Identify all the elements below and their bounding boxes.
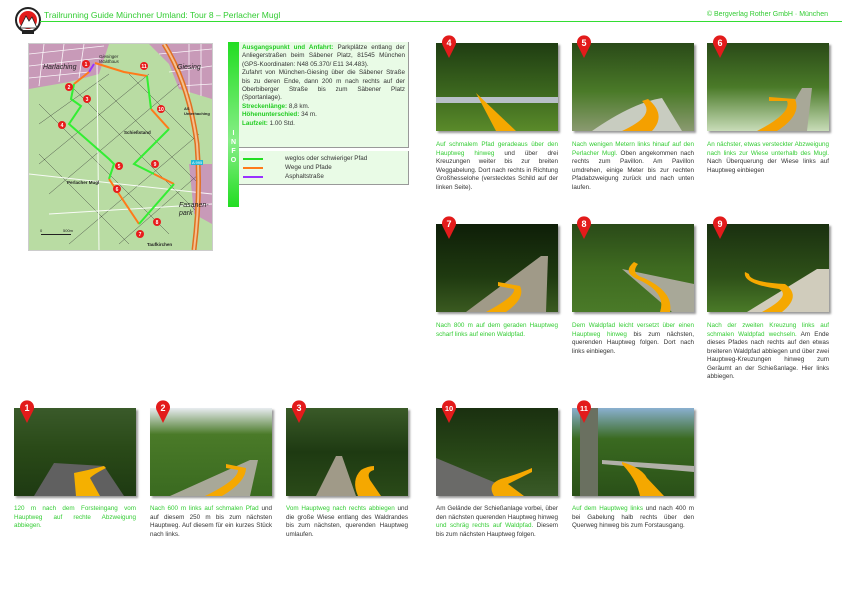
legend-item-paths: [243, 163, 332, 172]
caption-step-11: Auf dem Hauptweg links und nach 400 m bei Gabelung halb rechts über den Querweg hinweg bis zum Forstausgang.: [572, 505, 694, 529]
caption-step-5: Nach wenigen Metern links hinauf auf den Perlacher Mugl. Oben angekommen nach rechts zum Pavillon. Am Pavillon umdrehen, einige Meter bis zur rechten Pfadabzweigung zurück und nach unten laufen.: [572, 141, 694, 191]
svg-text:9: 9: [153, 162, 157, 168]
svg-text:11: 11: [580, 404, 588, 413]
legend-item-trail: [243, 154, 367, 163]
copyright: © Bergverlag Rother GmbH · München: [706, 11, 828, 18]
svg-text:3: 3: [296, 403, 302, 413]
waypoint-marker-7-icon: [440, 215, 458, 239]
info-letter-f: F: [231, 148, 236, 155]
svg-text:8: 8: [581, 219, 587, 229]
map-legend: [239, 151, 409, 185]
laufzeit-value: 1.00 Std.: [269, 119, 295, 127]
svg-text:4: 4: [60, 123, 64, 129]
caption-step-4: Auf schmalem Pfad geradeaus über den Hauptweg hinweg und über drei Kreuzungen weiter bis zur breiten Weggabelung. Dort nach rechts in Richtung Großhesselohe (verstecktes Schild auf der linken Seite).: [436, 141, 558, 191]
svg-text:2: 2: [160, 403, 166, 413]
map-scale-500: 500m: [63, 228, 74, 233]
caption-step-9: Nach der zweiten Kreuzung links auf schmalen Waldpfad wechseln. Am Ende dieses Pfades nach rechts auf den etwas breiteren Waldpfad abbiegen und über zwei Hauptweg-Kreuzungen hinweg zum Geräumt an der Schießanlage. Hier links abbiegen.: [707, 322, 829, 380]
caption-step-8: Dem Waldpfad leicht versetzt über einen Hauptweg hinweg bis zum nächsten, querenden Hauptweg folgen. Dort nach links einbiegen.: [572, 322, 694, 355]
legend-label: Wege und Pfade: [285, 164, 332, 171]
map-label-a995: A 995: [192, 160, 203, 165]
legend-label: weglos oder schwieriger Pfad: [285, 155, 368, 162]
svg-text:11: 11: [141, 64, 147, 70]
map-label-giesing: Giesing: [177, 64, 201, 71]
ausgangspunkt-text: Parkplätze entlang der Anliegerstraßen beim Säbener Platz, 81545 München (GPS-Koordinaten: N48 05.370/ E11 34.483).: [242, 44, 406, 68]
route-map: [28, 43, 213, 251]
svg-text:9: 9: [717, 219, 723, 229]
waypoint-marker-9-icon: [711, 215, 729, 239]
map-label-harlaching: Harlaching: [43, 64, 77, 71]
header-divider: [40, 21, 842, 22]
legend-item-asphalt: [243, 172, 324, 181]
streckenlaenge-value: 8,8 km.: [288, 102, 310, 110]
svg-text:5: 5: [117, 164, 121, 170]
info-letter-n: N: [230, 139, 237, 146]
map-scale-bar: [41, 234, 71, 235]
info-letter-o: O: [230, 157, 237, 164]
streckenlaenge-label: Streckenlänge:: [242, 102, 288, 110]
svg-text:6: 6: [717, 38, 723, 48]
ausgangspunkt-label: Ausgangspunkt und Anfahrt:: [242, 44, 334, 51]
map-label-as-unterhaching: AS Unterhaching: [184, 106, 210, 116]
svg-text:3: 3: [85, 97, 89, 103]
caption-step-2: Nach 600 m links auf schmalen Pfad und auf diesem 250 m bis zum nächsten Hauptweg. Auf diesem für ein kurzes Stück nach links.: [150, 505, 273, 538]
caption-step-1: 120 m nach dem Forsteingang vom Hauptweg auf rechte Abzweigung abbiegen.: [14, 505, 136, 529]
map-scale-0: 0: [40, 228, 43, 233]
publisher-logo-icon: [14, 6, 42, 36]
map-label-perlacher-mugl: Perlacher Mugl: [67, 180, 100, 185]
waypoint-marker-11-icon: [575, 399, 593, 423]
hoehenunterschied-label: Höhenunterschied:: [242, 111, 300, 119]
waypoint-marker-1-icon: [18, 399, 36, 423]
caption-step-6: An nächster, etwas versteckter Abzweigung nach links zur Wiese unterhalb des Mugl. Nach Überquerung der Wiese links auf Hauptweg einbiegen: [707, 141, 829, 174]
svg-text:7: 7: [446, 219, 452, 229]
page-title: Trailrunning Guide Münchner Umland: Tour 8 – Perlacher Mugl: [44, 10, 281, 20]
waypoint-marker-8-icon: [575, 215, 593, 239]
caption-step-7: Nach 800 m auf dem geraden Hauptweg scharf links auf einen Waldpfad.: [436, 322, 558, 338]
svg-text:1: 1: [24, 403, 30, 413]
map-label-giesinger-waldhaus: Giesinger Waldhaus: [99, 54, 119, 64]
svg-text:10: 10: [158, 107, 164, 113]
svg-text:10: 10: [444, 404, 454, 413]
legend-line-orange: [243, 167, 263, 169]
legend-line-green: [243, 158, 263, 160]
map-label-fasanenpark: Fasanen-park: [179, 202, 209, 217]
svg-text:2: 2: [67, 85, 71, 91]
svg-text:8: 8: [155, 220, 159, 226]
waypoint-marker-10-icon: [440, 399, 458, 423]
svg-text:1: 1: [84, 62, 88, 68]
svg-text:5: 5: [581, 38, 587, 48]
caption-step-10: Am Gelände der Schießanlage vorbei, über den nächsten querenden Hauptweg hinweg und schräg rechts auf Waldpfad. Diesem bis zum nächsten Hauptweg folgen.: [436, 505, 558, 538]
laufzeit-label: Laufzeit:: [242, 119, 268, 127]
map-label-taufkirchen: Taufkirchen: [147, 242, 173, 247]
map-label-schiessstand: Schießstand: [124, 130, 151, 135]
info-box: [239, 42, 409, 148]
svg-text:7: 7: [138, 232, 142, 238]
waypoint-marker-3-icon: [290, 399, 308, 423]
waypoint-marker-4-icon: [440, 34, 458, 58]
hoehenunterschied-value: 34 m.: [301, 111, 317, 119]
legend-label: Asphaltstraße: [285, 173, 324, 180]
map-graphic: [29, 44, 212, 250]
info-letter-i: I: [232, 130, 235, 137]
waypoint-marker-6-icon: [711, 34, 729, 58]
caption-step-3: Vom Hauptweg nach rechts abbiegen und die große Wiese entlang des Waldrandes bis zum nächsten, querenden Hauptweg umlaufen.: [286, 505, 408, 538]
svg-text:4: 4: [446, 38, 452, 48]
waypoint-marker-5-icon: [575, 34, 593, 58]
svg-text:6: 6: [115, 187, 119, 193]
info-side-bar: [228, 42, 239, 207]
waypoint-marker-2-icon: [154, 399, 172, 423]
legend-line-purple: [243, 176, 263, 178]
zufahrt-text: Zufahrt von München-Giesing über die Säbener Straße bis zu deren Ende, dann 200 m nach rechts auf der Oberbiberger Straße bis zum Säbener Platz (Sportanlage).: [242, 69, 405, 102]
